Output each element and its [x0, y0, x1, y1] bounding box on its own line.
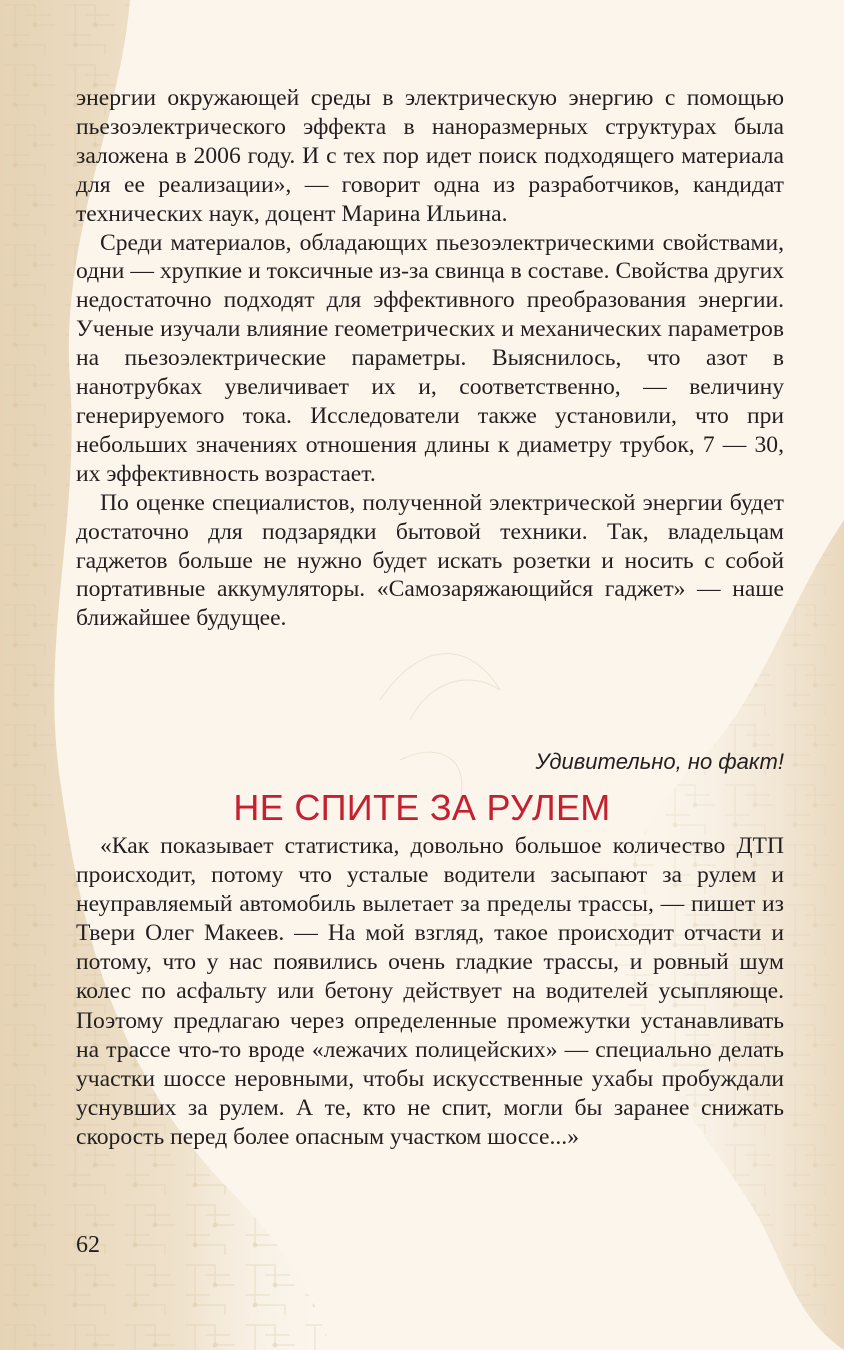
letter-paragraph: «Как показывает статистика, довольно большое количество ДТП происходит, потому что усталые водители засыпают за рулем и неуправляемый автомобиль вылетает за пределы трассы, — пишет из Твери Олег Макеев. — На мой взгляд, такое происходит отчасти и потому, что у нас появились очень гладкие трассы, и ровный шум колес по асфальту или бетону действует на водителей усыпляюще. Поэтому предлагаю через определенные промежутки устанавливать на трассе что-то вроде «лежачих полицейских» — специально делать участки шоссе неровными, чтобы искусственные ухабы пробуждали уснувших за рулем. А те, кто не спит, могли бы заранее снижать скорость перед более опасным участком шоссе...»	[76, 833, 784, 1150]
article-paragraph: энергии окружающей среды в электрическую энергию с помощью пьезоэлектрического эффекта в наноразмерных структурах была заложена в 2006 году. И с тех пор идет поиск подходящего материала для ее реализации», — говорит одна из разработчиков, кандидат технических наук, доцент Марина Ильина.	[76, 85, 784, 227]
article-continuation	[76, 84, 784, 633]
article-headline: НЕ СПИТЕ ЗА РУЛЕМ	[233, 787, 611, 828]
section-rubric: Удивительно, но факт!	[535, 749, 784, 774]
letter-body	[76, 832, 784, 1152]
article-paragraph: Среди материалов, обладающих пьезоэлектрическими свойствами, одни — хрупкие и токсичные из-за свинца в составе. Свойства других недостаточно подходят для эффективного преобразования энергии. Ученые изучали влияние геометрических и механических параметров на пьезоэлектрические параметры. Выяснилось, что азот в нанотрубках увеличивает их и, соответственно, — величину генерируемого тока. Исследователи также установили, что при небольших значениях отношения длины к диаметру трубок, 7 — 30, их эффективность возрастает.	[76, 229, 784, 487]
article-paragraph: По оценке специалистов, полученной электрической энергии будет достаточно для подзарядки бытовой техники. Так, владельцам гаджетов больше не нужно будет искать розетки и носить с собой портативные аккумуляторы. «Самозаряжающийся гаджет» — наше ближайшее будущее.	[76, 489, 784, 632]
page-number: 62	[76, 1232, 100, 1258]
